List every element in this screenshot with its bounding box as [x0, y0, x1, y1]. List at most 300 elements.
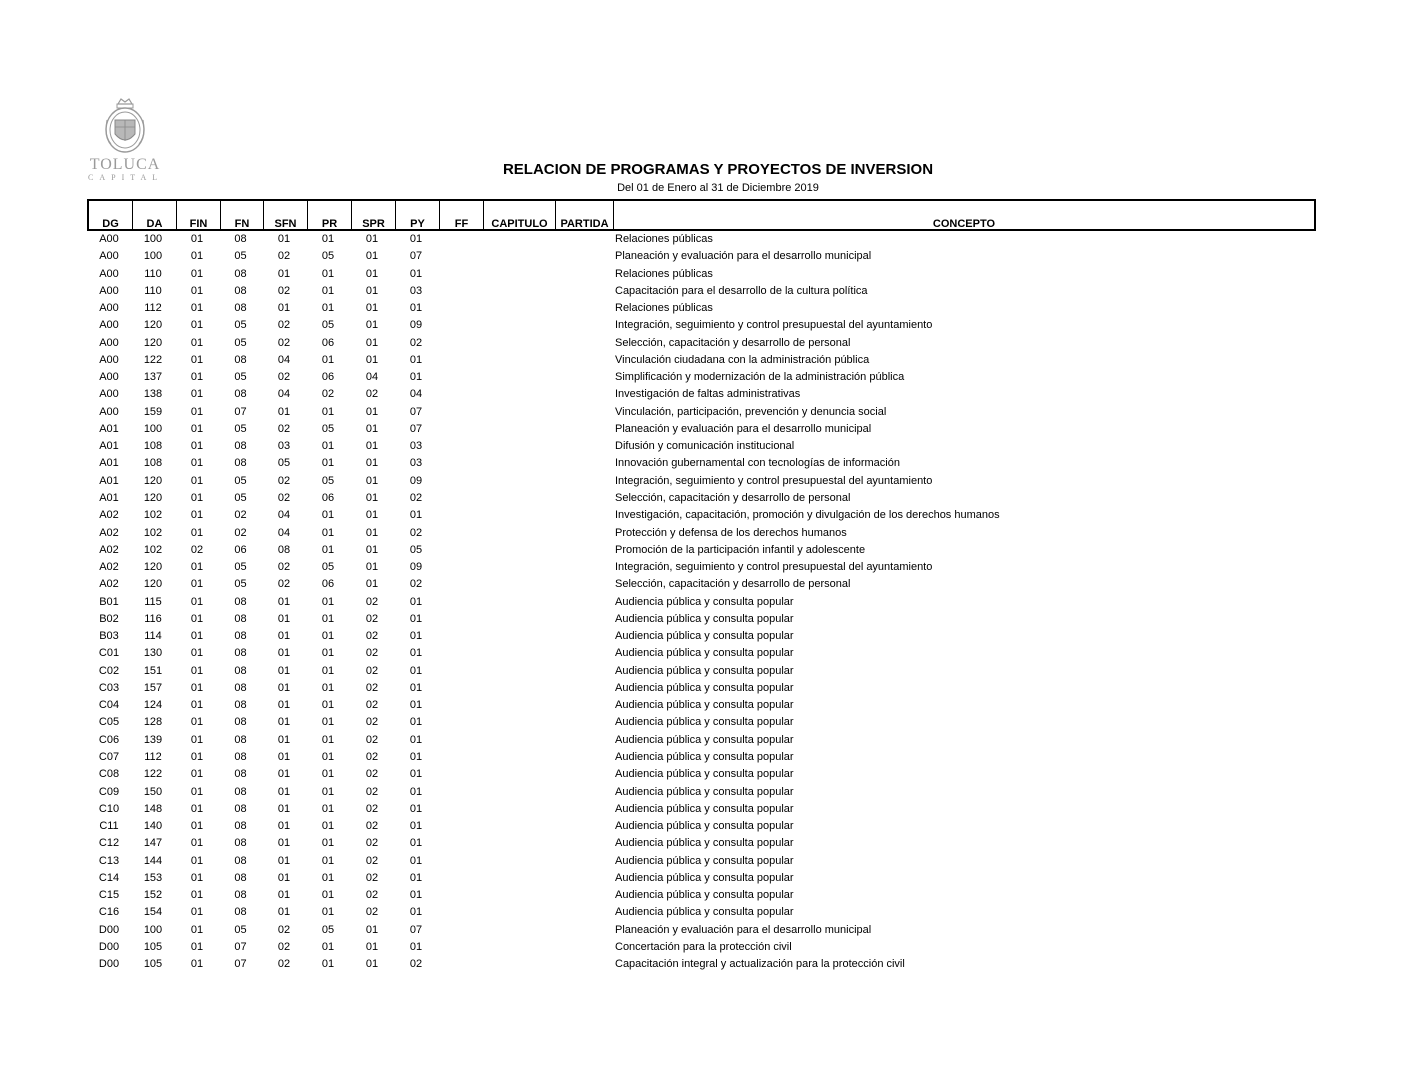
cell-pr: 01: [321, 595, 335, 608]
cell-sfn: 01: [277, 802, 291, 815]
cell-py: 01: [409, 837, 423, 850]
cell-fn: 08: [234, 302, 247, 315]
cell-py: 09: [409, 319, 423, 332]
cell-dg: C06: [98, 733, 120, 746]
cell-fn: 08: [234, 802, 247, 815]
table-row: [87, 231, 1316, 248]
table-row: [87, 663, 1316, 680]
cell-pr: 05: [321, 250, 335, 263]
cell-concepto: Audiencia pública y consulta popular: [615, 802, 794, 815]
cell-sfn: 01: [277, 854, 291, 867]
cell-py: 01: [409, 681, 423, 694]
cell-ff: [438, 611, 482, 628]
cell-fn: 08: [234, 889, 247, 902]
cell-dg: C16: [98, 906, 120, 919]
cell-sfn: 01: [277, 699, 291, 712]
cell-ff: [438, 559, 482, 576]
toluca-logo: [88, 96, 162, 188]
cell-concepto: Difusión y comunicación institucional: [615, 440, 795, 453]
cell-ff: [438, 507, 482, 524]
cell-pr: 06: [321, 491, 335, 504]
cell-spr: 01: [365, 457, 379, 470]
cell-fin: 01: [190, 388, 204, 401]
cell-pr: 01: [321, 733, 335, 746]
cell-sfn: 01: [277, 889, 291, 902]
cell-fin: 01: [190, 923, 204, 936]
cell-capitulo: [482, 490, 554, 507]
cell-dg: D00: [98, 923, 120, 936]
cell-partida: [554, 455, 612, 472]
cell-spr: 01: [365, 267, 379, 280]
cell-spr: 01: [365, 302, 379, 315]
cell-py: 01: [409, 785, 423, 798]
cell-spr: 02: [365, 612, 379, 625]
coat-of-arms-icon: [101, 96, 149, 156]
cell-py: 01: [409, 233, 423, 245]
cell-sfn: 02: [277, 958, 291, 971]
cell-spr: 01: [365, 405, 379, 418]
cell-da: 159: [143, 405, 163, 418]
cell-capitulo: [482, 317, 554, 334]
cell-ff: [438, 853, 482, 870]
cell-partida: [554, 732, 612, 749]
cell-pr: 01: [321, 785, 335, 798]
cell-ff: [438, 576, 482, 593]
cell-fin: 01: [190, 699, 204, 712]
cell-spr: 02: [365, 733, 379, 746]
cell-da: 154: [143, 906, 163, 919]
table-header: [87, 199, 1316, 231]
cell-py: 01: [409, 612, 423, 625]
cell-capitulo: [482, 352, 554, 369]
cell-spr: 02: [365, 388, 379, 401]
table-row: [87, 628, 1316, 645]
cell-py: 01: [409, 647, 423, 660]
cell-concepto: Audiencia pública y consulta popular: [615, 889, 794, 902]
cell-da: 108: [143, 440, 163, 453]
cell-dg: C08: [98, 768, 120, 781]
table-row: [87, 266, 1316, 283]
cell-concepto: Audiencia pública y consulta popular: [615, 871, 794, 884]
cell-da: 122: [143, 768, 163, 781]
cell-py: 01: [409, 716, 423, 729]
cell-fin: 01: [190, 440, 204, 453]
cell-sfn: 04: [277, 353, 291, 366]
cell-ff: [438, 300, 482, 317]
report-title: RELACION DE PROGRAMAS Y PROYECTOS DE INVERSION: [502, 161, 934, 178]
cell-da: 122: [143, 353, 163, 366]
cell-fn: 05: [234, 578, 247, 591]
cell-sfn: 05: [277, 457, 291, 470]
cell-fin: 01: [190, 820, 204, 833]
cell-py: 02: [409, 578, 423, 591]
cell-partida: [554, 231, 612, 248]
cell-spr: 01: [365, 940, 379, 953]
cell-da: 120: [143, 561, 163, 574]
cell-partida: [554, 887, 612, 904]
cell-dg: C01: [98, 647, 120, 660]
cell-spr: 01: [365, 923, 379, 936]
cell-partida: [554, 317, 612, 334]
cell-py: 01: [409, 699, 423, 712]
cell-fn: 08: [234, 284, 247, 297]
cell-py: 01: [409, 906, 423, 919]
cell-pr: 01: [321, 768, 335, 781]
cell-fin: 01: [190, 491, 204, 504]
cell-fin: 01: [190, 889, 204, 902]
cell-concepto: Audiencia pública y consulta popular: [615, 768, 794, 781]
cell-spr: 02: [365, 630, 379, 643]
cell-concepto: Audiencia pública y consulta popular: [615, 699, 794, 712]
cell-concepto: Audiencia pública y consulta popular: [615, 733, 794, 746]
cell-concepto: Relaciones públicas: [615, 233, 713, 245]
table-row: [87, 386, 1316, 403]
table-row: [87, 352, 1316, 369]
cell-py: 05: [409, 543, 423, 556]
cell-sfn: 02: [277, 336, 291, 349]
table-row: [87, 300, 1316, 317]
cell-dg: C15: [98, 889, 120, 902]
cell-da: 120: [143, 578, 163, 591]
cell-pr: 01: [321, 233, 335, 245]
cell-da: 120: [143, 336, 163, 349]
cell-py: 02: [409, 958, 423, 971]
table-row: [87, 818, 1316, 835]
cell-dg: A02: [99, 578, 119, 591]
cell-ff: [438, 455, 482, 472]
cell-fin: 02: [190, 543, 204, 556]
col-header-capitulo: CAPITULO: [484, 201, 556, 229]
cell-partida: [554, 352, 612, 369]
cell-concepto: Integración, seguimiento y control presupuestal del ayuntamiento: [615, 474, 933, 487]
cell-dg: C07: [98, 750, 120, 763]
cell-sfn: 04: [277, 388, 291, 401]
cell-da: 148: [143, 802, 163, 815]
table-row: [87, 525, 1316, 542]
cell-da: 157: [143, 681, 163, 694]
cell-fn: 08: [234, 595, 247, 608]
cell-pr: 05: [321, 474, 335, 487]
cell-fin: 01: [190, 664, 204, 677]
cell-partida: [554, 594, 612, 611]
cell-fin: 01: [190, 284, 204, 297]
cell-spr: 01: [365, 353, 379, 366]
cell-capitulo: [482, 835, 554, 852]
cell-pr: 01: [321, 889, 335, 902]
cell-da: 138: [143, 388, 163, 401]
cell-concepto: Audiencia pública y consulta popular: [615, 647, 794, 660]
cell-partida: [554, 490, 612, 507]
cell-concepto: Selección, capacitación y desarrollo de personal: [615, 578, 851, 591]
cell-fin: 01: [190, 405, 204, 418]
cell-dg: A02: [99, 561, 119, 574]
cell-py: 04: [409, 388, 423, 401]
cell-dg: A01: [99, 491, 119, 504]
cell-sfn: 01: [277, 630, 291, 643]
cell-pr: 01: [321, 664, 335, 677]
cell-capitulo: [482, 266, 554, 283]
cell-da: 116: [144, 612, 162, 625]
table-row: [87, 576, 1316, 593]
cell-partida: [554, 473, 612, 490]
cell-capitulo: [482, 300, 554, 317]
cell-fn: 08: [234, 647, 247, 660]
cell-concepto: Protección y defensa de los derechos humanos: [615, 526, 847, 539]
cell-fin: 01: [190, 353, 204, 366]
cell-capitulo: [482, 283, 554, 300]
cell-pr: 01: [321, 457, 335, 470]
cell-concepto: Audiencia pública y consulta popular: [615, 664, 794, 677]
cell-spr: 01: [365, 474, 379, 487]
programs-table: [87, 199, 1316, 973]
cell-dg: B03: [99, 630, 119, 643]
cell-capitulo: [482, 887, 554, 904]
cell-dg: A00: [99, 388, 119, 401]
cell-sfn: 01: [277, 785, 291, 798]
cell-fn: 08: [234, 785, 247, 798]
cell-fn: 05: [234, 474, 247, 487]
cell-py: 01: [409, 768, 423, 781]
cell-pr: 01: [321, 630, 335, 643]
cell-partida: [554, 766, 612, 783]
cell-fn: 08: [234, 733, 247, 746]
cell-ff: [438, 697, 482, 714]
cell-dg: A00: [99, 371, 119, 384]
cell-sfn: 03: [277, 440, 291, 453]
cell-dg: C02: [98, 664, 120, 677]
cell-capitulo: [482, 386, 554, 403]
cell-dg: B02: [99, 612, 119, 625]
cell-fn: 08: [234, 233, 247, 245]
cell-ff: [438, 784, 482, 801]
cell-da: 124: [143, 699, 163, 712]
cell-spr: 01: [365, 578, 379, 591]
table-row: [87, 835, 1316, 852]
cell-fin: 01: [190, 630, 204, 643]
table-row: [87, 611, 1316, 628]
cell-pr: 01: [321, 871, 335, 884]
cell-fn: 08: [234, 871, 247, 884]
cell-py: 07: [409, 405, 423, 418]
cell-py: 01: [409, 267, 423, 280]
cell-concepto: Audiencia pública y consulta popular: [615, 906, 794, 919]
cell-sfn: 02: [277, 250, 291, 263]
cell-partida: [554, 835, 612, 852]
cell-py: 01: [409, 871, 423, 884]
cell-spr: 02: [365, 750, 379, 763]
cell-sfn: 02: [277, 422, 291, 435]
cell-concepto: Investigación, capacitación, promoción y divulgación de los derechos humanos: [615, 509, 1000, 522]
cell-concepto: Vinculación ciudadana con la administración pública: [615, 353, 870, 366]
cell-fn: 05: [234, 371, 247, 384]
cell-fn: 05: [234, 336, 247, 349]
cell-ff: [438, 248, 482, 265]
cell-da: 105: [143, 940, 163, 953]
cell-partida: [554, 904, 612, 921]
table-row: [87, 404, 1316, 421]
cell-fin: 01: [190, 422, 204, 435]
cell-capitulo: [482, 732, 554, 749]
cell-spr: 01: [365, 440, 379, 453]
cell-capitulo: [482, 680, 554, 697]
table-row: [87, 887, 1316, 904]
cell-capitulo: [482, 421, 554, 438]
cell-fin: 01: [190, 267, 204, 280]
cell-fin: 01: [190, 958, 204, 971]
cell-concepto: Audiencia pública y consulta popular: [615, 630, 794, 643]
cell-partida: [554, 525, 612, 542]
cell-py: 07: [409, 422, 423, 435]
cell-ff: [438, 266, 482, 283]
cell-da: 102: [143, 526, 163, 539]
cell-pr: 01: [321, 284, 335, 297]
cell-fn: 08: [234, 837, 247, 850]
cell-spr: 02: [365, 664, 379, 677]
cell-py: 07: [409, 923, 423, 936]
cell-sfn: 01: [277, 837, 291, 850]
cell-ff: [438, 594, 482, 611]
cell-partida: [554, 801, 612, 818]
cell-spr: 01: [365, 284, 379, 297]
cell-fin: 01: [190, 750, 204, 763]
cell-concepto: Audiencia pública y consulta popular: [615, 785, 794, 798]
cell-pr: 01: [321, 940, 335, 953]
cell-sfn: 01: [277, 716, 291, 729]
cell-fin: 01: [190, 906, 204, 919]
table-row: [87, 680, 1316, 697]
cell-py: 09: [409, 474, 423, 487]
cell-spr: 01: [365, 561, 379, 574]
cell-fin: 01: [190, 526, 204, 539]
cell-spr: 01: [365, 233, 379, 245]
cell-fin: 01: [190, 302, 204, 315]
cell-fn: 08: [234, 353, 247, 366]
cell-spr: 02: [365, 871, 379, 884]
cell-da: 114: [144, 630, 162, 643]
cell-pr: 06: [321, 578, 335, 591]
cell-fin: 01: [190, 595, 204, 608]
cell-dg: A01: [99, 440, 119, 453]
cell-capitulo: [482, 714, 554, 731]
cell-dg: A00: [99, 336, 119, 349]
cell-py: 01: [409, 820, 423, 833]
cell-dg: A02: [99, 509, 119, 522]
cell-sfn: 08: [277, 543, 291, 556]
cell-py: 01: [409, 353, 423, 366]
cell-concepto: Vinculación, participación, prevención y denuncia social: [615, 405, 887, 418]
cell-partida: [554, 404, 612, 421]
cell-fin: 01: [190, 802, 204, 815]
cell-py: 02: [409, 336, 423, 349]
cell-dg: C13: [98, 854, 120, 867]
cell-dg: A00: [99, 405, 119, 418]
cell-sfn: 01: [277, 612, 291, 625]
cell-ff: [438, 386, 482, 403]
cell-spr: 01: [365, 543, 379, 556]
cell-dg: A00: [99, 302, 119, 315]
cell-dg: A02: [99, 526, 119, 539]
cell-sfn: 01: [277, 733, 291, 746]
cell-spr: 01: [365, 336, 379, 349]
col-header-partida: PARTIDA: [556, 201, 614, 229]
col-header-spr: SPR: [352, 201, 396, 229]
cell-fin: 01: [190, 319, 204, 332]
cell-ff: [438, 231, 482, 248]
cell-fn: 08: [234, 664, 247, 677]
cell-capitulo: [482, 594, 554, 611]
cell-py: 01: [409, 371, 423, 384]
cell-partida: [554, 663, 612, 680]
cell-capitulo: [482, 525, 554, 542]
cell-fin: 01: [190, 336, 204, 349]
cell-partida: [554, 870, 612, 887]
cell-partida: [554, 853, 612, 870]
cell-fn: 05: [234, 561, 247, 574]
cell-spr: 01: [365, 509, 379, 522]
cell-spr: 02: [365, 647, 379, 660]
cell-py: 01: [409, 733, 423, 746]
table-row: [87, 473, 1316, 490]
report-period: Del 01 de Enero al 31 de Diciembre 2019: [617, 182, 819, 194]
cell-pr: 01: [321, 699, 335, 712]
cell-da: 100: [143, 250, 163, 263]
cell-sfn: 02: [277, 491, 291, 504]
table-row: [87, 645, 1316, 662]
cell-da: 140: [143, 820, 163, 833]
cell-ff: [438, 317, 482, 334]
table-row: [87, 369, 1316, 386]
table-row: [87, 542, 1316, 559]
cell-pr: 01: [321, 750, 335, 763]
cell-pr: 02: [321, 388, 335, 401]
cell-capitulo: [482, 956, 554, 973]
cell-partida: [554, 922, 612, 939]
cell-spr: 02: [365, 820, 379, 833]
cell-ff: [438, 956, 482, 973]
cell-fin: 01: [190, 233, 204, 245]
cell-sfn: 02: [277, 923, 291, 936]
cell-spr: 02: [365, 802, 379, 815]
cell-pr: 05: [321, 422, 335, 435]
cell-da: 151: [143, 664, 163, 677]
cell-da: 100: [143, 233, 163, 245]
cell-da: 100: [143, 923, 163, 936]
cell-da: 112: [144, 302, 162, 315]
cell-pr: 01: [321, 837, 335, 850]
cell-concepto: Integración, seguimiento y control presupuestal del ayuntamiento: [615, 319, 933, 332]
cell-partida: [554, 784, 612, 801]
cell-ff: [438, 352, 482, 369]
cell-capitulo: [482, 784, 554, 801]
cell-dg: D00: [98, 940, 120, 953]
cell-py: 01: [409, 940, 423, 953]
cell-concepto: Audiencia pública y consulta popular: [615, 681, 794, 694]
cell-pr: 01: [321, 440, 335, 453]
cell-concepto: Investigación de faltas administrativas: [615, 388, 801, 401]
col-header-fin: FIN: [177, 201, 221, 229]
cell-concepto: Planeación y evaluación para el desarrollo municipal: [615, 422, 872, 435]
cell-fin: 01: [190, 940, 204, 953]
cell-concepto: Capacitación para el desarrollo de la cultura política: [615, 284, 868, 297]
cell-partida: [554, 369, 612, 386]
cell-capitulo: [482, 922, 554, 939]
cell-capitulo: [482, 542, 554, 559]
cell-pr: 01: [321, 267, 335, 280]
cell-sfn: 01: [277, 647, 291, 660]
cell-fn: 07: [234, 405, 247, 418]
cell-capitulo: [482, 369, 554, 386]
cell-concepto: Selección, capacitación y desarrollo de personal: [615, 336, 851, 349]
